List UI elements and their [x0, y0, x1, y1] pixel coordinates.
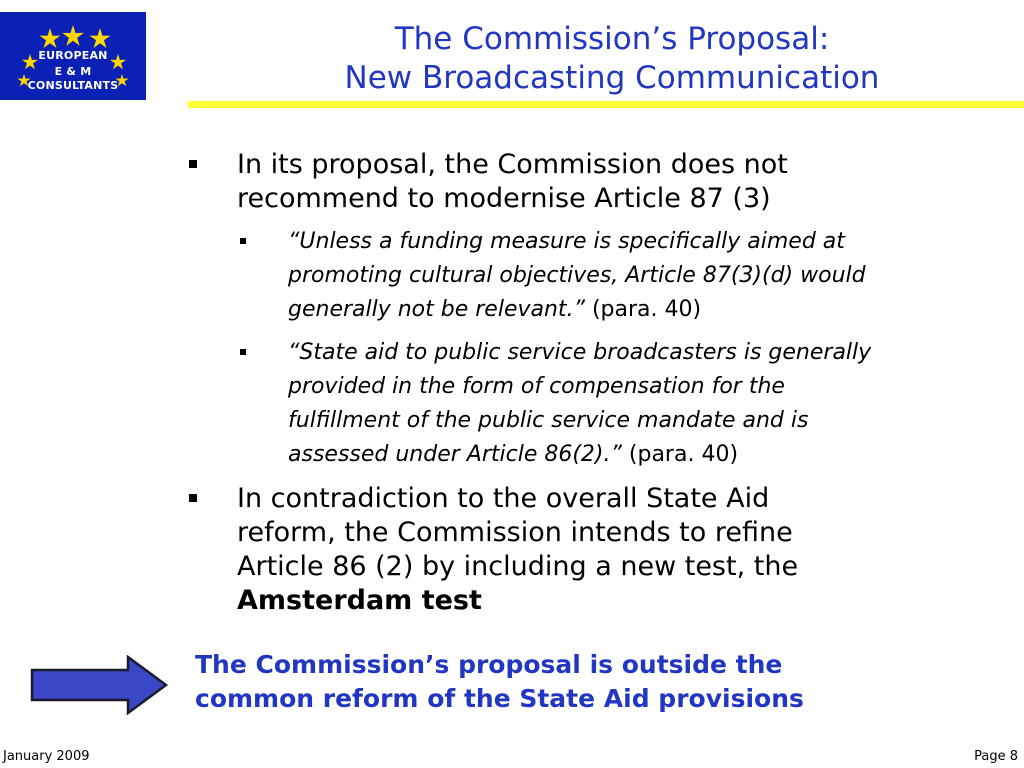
sub-bullet-2-reference: (para. 40)	[628, 442, 739, 467]
title-line-2: New Broadcasting Communication	[344, 60, 880, 96]
bullet-2-line-1: In contradiction to the overall State Aid	[237, 483, 770, 514]
star-icon	[62, 25, 84, 46]
sub-bullet-2-line-4	[288, 438, 978, 472]
star-icon	[90, 28, 111, 48]
sub-bullet-2-text	[288, 336, 978, 472]
sub-bullet-2-line-1: “State aid to public service broadcasters is generally	[288, 340, 872, 365]
logo-text-em: E & M	[54, 65, 92, 78]
logo-text-european: EUROPEAN	[38, 49, 108, 62]
bullet-1-line-2: recommend to modernise Article 87 (3)	[237, 183, 771, 214]
sub-bullet-square-icon	[240, 238, 246, 244]
star-icon	[40, 28, 61, 48]
bullet-square-icon	[189, 494, 197, 502]
company-logo	[0, 12, 146, 100]
sub-bullet-1-reference: (para. 40)	[591, 297, 702, 322]
footer-date: January 2009	[3, 749, 90, 764]
title-line-1: The Commission’s Proposal:	[394, 21, 830, 57]
bullet-1-text	[237, 148, 977, 216]
sub-bullet-square-icon	[240, 349, 246, 355]
right-arrow-icon	[30, 655, 170, 715]
logo-text-consultants: CONSULTANTS	[27, 79, 119, 92]
page-title	[240, 20, 984, 98]
sub-bullet-1-text	[288, 225, 978, 327]
conclusion-line-2: common reform of the State Aid provisions	[195, 684, 804, 713]
footer-page-number: Page 8	[974, 749, 1018, 764]
bullet-square-icon	[189, 160, 197, 168]
sub-bullet-1-quote-end: generally not be relevant.”	[288, 297, 585, 322]
conclusion-line-1: The Commission’s proposal is outside the	[195, 650, 783, 679]
bullet-1-line-1: In its proposal, the Commission does not	[237, 149, 788, 180]
bullet-2-line-2: reform, the Commission intends to refine	[237, 517, 793, 548]
sub-bullet-1-line-3	[288, 293, 978, 327]
bullet-2-text	[237, 482, 977, 618]
bullet-2-line-3: Article 86 (2) by including a new test, the	[237, 551, 799, 582]
bullet-2-bold-term: Amsterdam test	[237, 585, 482, 616]
title-underline	[188, 101, 1024, 108]
sub-bullet-2-quote-end: assessed under Article 86(2).”	[288, 442, 622, 467]
sub-bullet-2-line-2: provided in the form of compensation for the	[288, 374, 785, 399]
sub-bullet-2-line-3: fulfillment of the public service mandate and is	[288, 408, 809, 433]
sub-bullet-1-line-1: “Unless a funding measure is specifically aimed at	[288, 229, 845, 254]
conclusion-text	[195, 648, 955, 716]
sub-bullet-1-line-2: promoting cultural objectives, Article 87(3)(d) would	[288, 263, 866, 288]
